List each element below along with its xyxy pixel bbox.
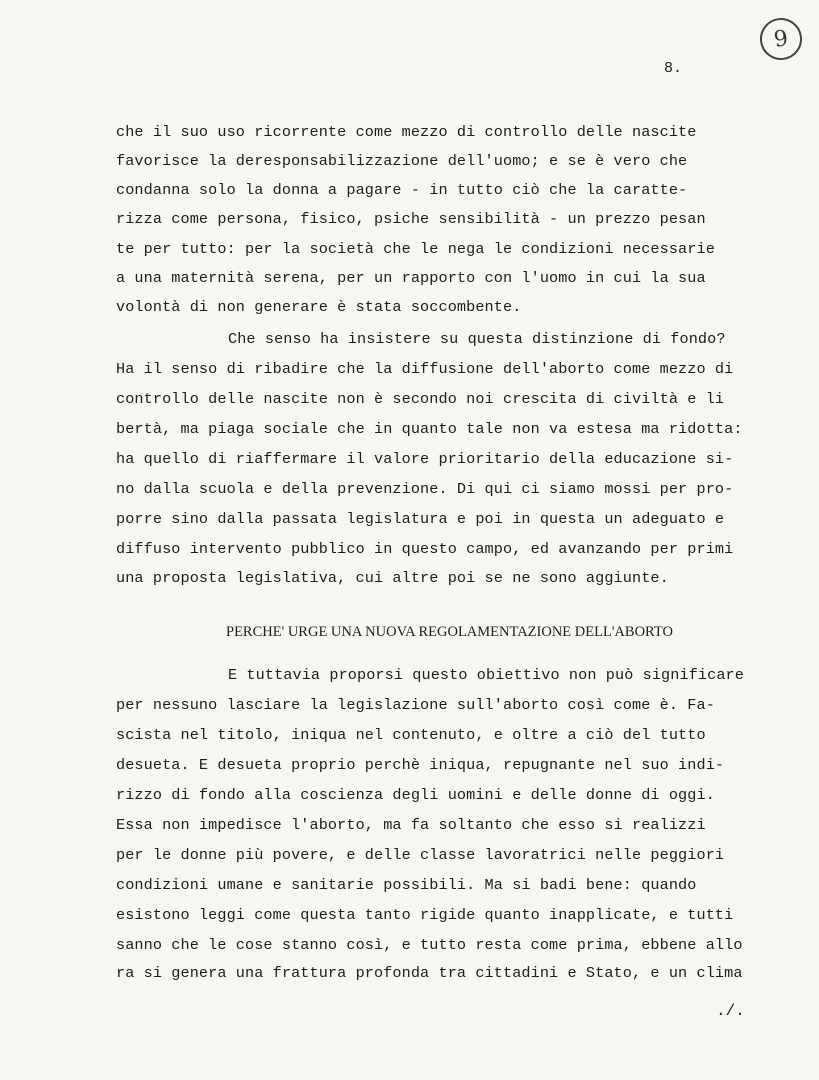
- text-line: una proposta legislativa, cui altre poi se ne sono aggiunte.: [116, 569, 669, 587]
- text-line: volontà di non generare è stata soccombente.: [116, 298, 522, 316]
- text-line: esistono leggi come questa tanto rigide quanto inapplicate, e tutti: [116, 906, 734, 924]
- text-line: che il suo uso ricorrente come mezzo di controllo delle nascite: [116, 123, 697, 141]
- page-number: 8.: [664, 60, 683, 77]
- text-line: te per tutto: per la società che le nega le condizioni necessarie: [116, 240, 715, 258]
- text-line: scista nel titolo, iniqua nel contenuto, e oltre a ciò del tutto: [116, 726, 706, 744]
- text-line: porre sino dalla passata legislatura e poi in questa un adeguato e: [116, 510, 725, 528]
- text-line: ha quello di riaffermare il valore prioritario della educazione si-: [116, 450, 734, 468]
- text-line: a una maternità serena, per un rapporto con l'uomo in cui la sua: [116, 269, 706, 287]
- text-line: condanna solo la donna a pagare - in tutto ciò che la caratte-: [116, 181, 688, 199]
- text-line: Che senso ha insistere su questa distinzione di fondo?: [228, 330, 726, 348]
- page-stamp: 9: [757, 15, 804, 62]
- text-line: controllo delle nascite non è secondo noi crescita di civiltà e li: [116, 390, 725, 408]
- text-line: diffuso intervento pubblico in questo campo, ed avanzando per primi: [116, 540, 734, 558]
- text-line: Ha il senso di ribadire che la diffusione dell'aborto come mezzo di: [116, 360, 734, 378]
- text-line: per nessuno lasciare la legislazione sull'aborto così come è. Fa-: [116, 696, 715, 714]
- text-line: rizzo di fondo alla coscienza degli uomini e delle donne di oggi.: [116, 786, 715, 804]
- text-line: ra si genera una frattura profonda tra cittadini e Stato, e un clima: [116, 964, 743, 982]
- text-line: E tuttavia proporsi questo obiettivo non può significare: [228, 666, 744, 684]
- text-line: bertà, ma piaga sociale che in quanto tale non va estesa ma ridotta:: [116, 420, 743, 438]
- text-line: Essa non impedisce l'aborto, ma fa soltanto che esso si realizzi: [116, 816, 706, 834]
- continuation-mark: ./.: [716, 1002, 745, 1020]
- text-line: condizioni umane e sanitarie possibili. Ma si badi bene: quando: [116, 876, 697, 894]
- text-line: rizza come persona, fisico, psiche sensibilità - un prezzo pesan: [116, 210, 706, 228]
- section-heading: PERCHE' URGE UNA NUOVA REGOLAMENTAZIONE DELL'ABORTO: [226, 624, 673, 640]
- text-line: sanno che le cose stanno così, e tutto resta come prima, ebbene allo: [116, 936, 743, 954]
- text-line: desueta. E desueta proprio perchè iniqua, repugnante nel suo indi-: [116, 756, 725, 774]
- text-line: per le donne più povere, e delle classe lavoratrici nelle peggiori: [116, 846, 725, 864]
- text-line: favorisce la deresponsabilizzazione dell'uomo; e se è vero che: [116, 152, 688, 170]
- text-line: no dalla scuola e della prevenzione. Di qui ci siamo mossi per pro-: [116, 480, 734, 498]
